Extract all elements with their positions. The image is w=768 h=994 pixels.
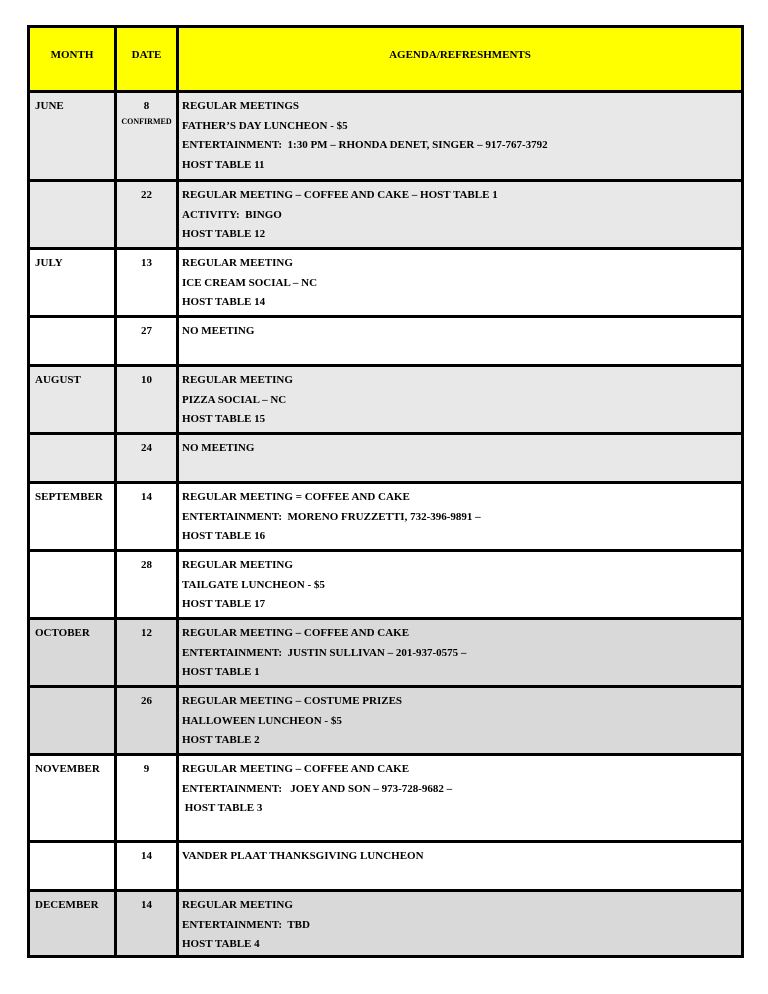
agenda-line: ENTERTAINMENT: JOEY AND SON – 973-728-9682 – [182, 782, 453, 795]
month-cell [30, 688, 114, 753]
month-cell: DECEMBER [35, 899, 99, 911]
agenda-cell [176, 892, 741, 955]
agenda-line: HOST TABLE 14 [182, 296, 266, 308]
date-note: CONFIRMED [121, 116, 172, 126]
agenda-line: HOST TABLE 15 [182, 413, 266, 425]
agenda-line: NO MEETING [182, 325, 255, 337]
table-row [30, 179, 741, 247]
agenda-line: VANDER PLAAT THANKSGIVING LUNCHEON [182, 850, 424, 862]
agenda-cell [176, 552, 741, 617]
agenda-line: PIZZA SOCIAL – NC [182, 393, 287, 406]
agenda-cell [176, 93, 741, 179]
agenda-line: FATHER’S DAY LUNCHEON - $5 [182, 119, 348, 132]
agenda-line: HOST TABLE 17 [182, 598, 266, 610]
agenda-cell [176, 435, 741, 481]
month-cell: JUNE [35, 100, 64, 112]
month-cell [30, 843, 114, 889]
table-row [30, 889, 741, 955]
table-row [30, 840, 741, 889]
table-row [30, 90, 741, 179]
month-cell: OCTOBER [35, 627, 90, 639]
agenda-line: TAILGATE LUNCHEON - $5 [182, 578, 325, 591]
date-cell: 26 [114, 688, 176, 753]
agenda-line: HOST TABLE 16 [182, 530, 266, 542]
month-cell: AUGUST [35, 374, 81, 386]
table-row [30, 247, 741, 315]
month-cell [30, 318, 114, 364]
date-cell: 28 [114, 552, 176, 617]
table-row [30, 432, 741, 481]
agenda-cell [176, 620, 741, 685]
date-cell: 14 [114, 484, 176, 549]
date-cell: 12 [114, 620, 176, 685]
month-cell: SEPTEMBER [35, 491, 103, 503]
agenda-line: HALLOWEEN LUNCHEON - $5 [182, 714, 342, 727]
agenda-line: REGULAR MEETINGS [182, 100, 300, 112]
schedule-table [27, 25, 744, 958]
date-cell: 24 [114, 435, 176, 481]
agenda-line: NO MEETING [182, 442, 255, 454]
agenda-line: HOST TABLE 1 [182, 666, 260, 678]
agenda-cell [176, 318, 741, 364]
date-cell: 14 [114, 892, 176, 955]
agenda-line: REGULAR MEETING – COSTUME PRIZES [182, 695, 403, 707]
agenda-line: REGULAR MEETING [182, 374, 293, 386]
table-header [30, 28, 741, 90]
agenda-line: ACTIVITY: BINGO [182, 208, 282, 221]
agenda-line: REGULAR MEETING [182, 899, 293, 911]
table-row [30, 617, 741, 685]
date-cell: 14 [114, 843, 176, 889]
date-cell: 27 [114, 318, 176, 364]
agenda-line: ENTERTAINMENT: 1:30 PM – RHONDA DENET, SINGER – 917-767-3792 [182, 139, 548, 151]
header-agenda: AGENDA/REFRESHMENTS [176, 28, 741, 90]
agenda-line: HOST TABLE 2 [182, 734, 260, 746]
month-cell: NOVEMBER [35, 763, 100, 775]
agenda-line: HOST TABLE 3 [182, 802, 263, 814]
agenda-cell [176, 756, 741, 840]
agenda-line: ENTERTAINMENT: TBD [182, 918, 310, 931]
header-date: DATE [114, 28, 176, 90]
agenda-line: REGULAR MEETING – COFFEE AND CAKE [182, 627, 410, 639]
date-value: 8 [143, 100, 150, 112]
month-cell [30, 435, 114, 481]
date-cell: 10 [114, 367, 176, 432]
month-cell [30, 552, 114, 617]
header-month: MONTH [50, 49, 94, 61]
agenda-line: REGULAR MEETING – COFFEE AND CAKE – HOST TABLE 1 [182, 189, 498, 201]
date-cell: 9 [114, 756, 176, 840]
table-row [30, 364, 741, 432]
date-cell: 22 [114, 182, 176, 247]
month-cell [30, 182, 114, 247]
agenda-cell [176, 688, 741, 753]
agenda-cell [176, 484, 741, 549]
table-row [30, 685, 741, 753]
agenda-cell [176, 250, 741, 315]
table-row [30, 315, 741, 364]
date-cell: 13 [114, 250, 176, 315]
table-row [30, 549, 741, 617]
month-cell: JULY [35, 257, 63, 269]
agenda-line: ENTERTAINMENT: JUSTIN SULLIVAN – 201-937-0575 – [182, 646, 467, 659]
agenda-cell [176, 367, 741, 432]
agenda-line: REGULAR MEETING – COFFEE AND CAKE [182, 763, 410, 775]
table-row [30, 481, 741, 549]
agenda-line: HOST TABLE 11 [182, 158, 265, 171]
table-row [30, 753, 741, 840]
agenda-line: HOST TABLE 12 [182, 228, 266, 240]
agenda-line: REGULAR MEETING [182, 257, 293, 269]
agenda-line: HOST TABLE 4 [182, 938, 260, 950]
agenda-line: REGULAR MEETING [182, 559, 293, 571]
date-cell [114, 93, 176, 179]
agenda-line: REGULAR MEETING = COFFEE AND CAKE [182, 491, 410, 503]
agenda-cell [176, 182, 741, 247]
agenda-line: ENTERTAINMENT: MORENO FRUZZETTI, 732-396-9891 – [182, 510, 481, 523]
agenda-line: ICE CREAM SOCIAL – NC [182, 276, 318, 289]
agenda-cell [176, 843, 741, 889]
